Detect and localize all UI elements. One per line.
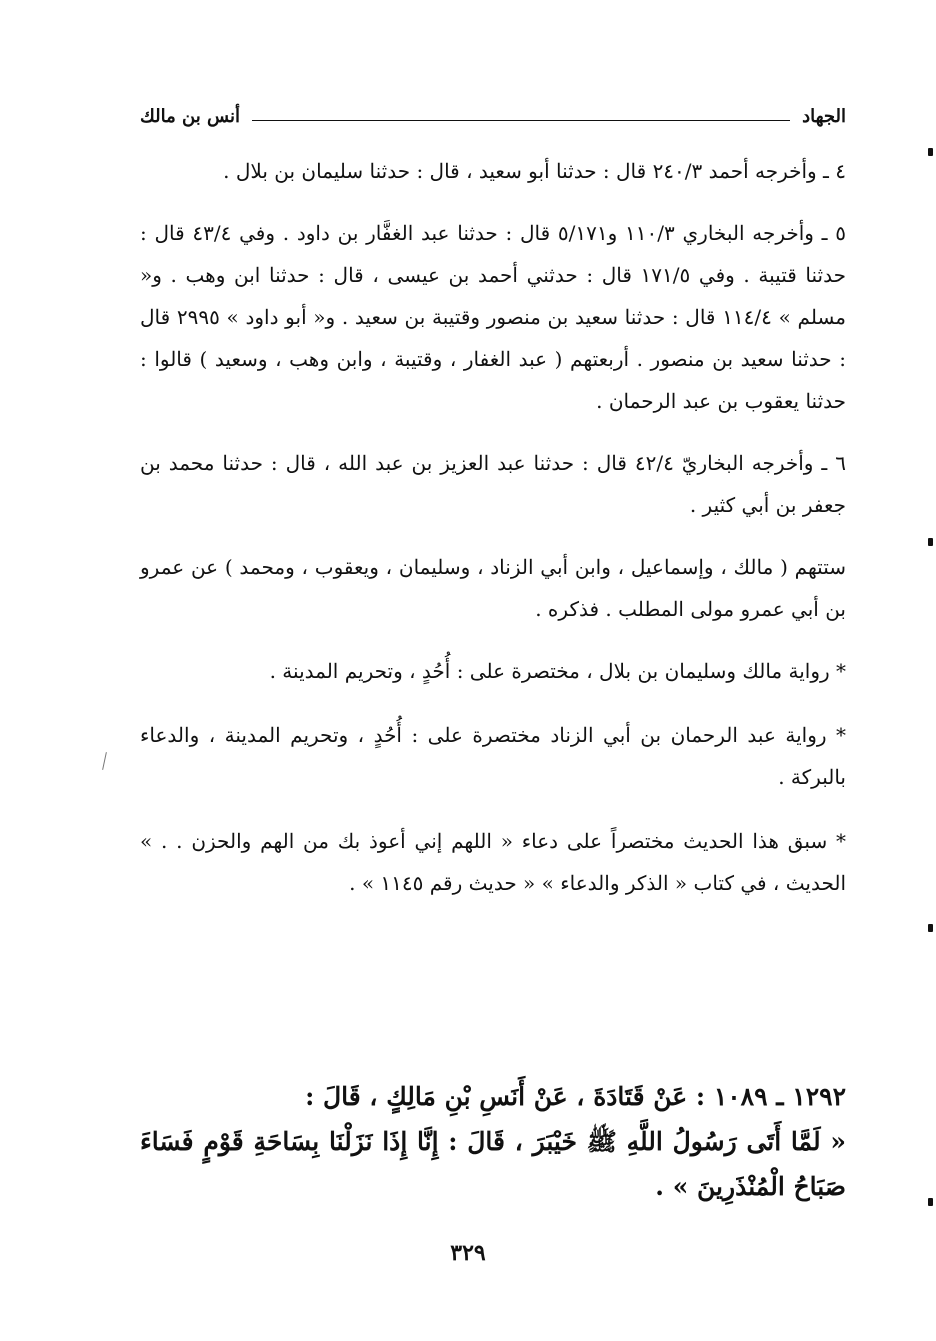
hadith-matn: « لَمَّا أَتَى رَسُولُ اللَّهِ ﷺ خَيْبَرَ ، قَالَ : إِنَّا إِذَا نَزَلْنَا بِسَاحَةِ قَوْمٍ فَسَاءَ صَبَاحُ الْمُنْذَرِينَ » .	[140, 1127, 846, 1201]
paragraph-takhrij-4: ٤ ـ وأخرجه أحمد ٢٤٠/٣ قال : حدثنا أبو سعيد ، قال : حدثنا سليمان بن بلال .	[223, 159, 846, 183]
scan-mark	[928, 538, 933, 546]
footnotes-block	[140, 150, 846, 924]
note-abd-al-rahman: * رواية عبد الرحمان بن أبي الزناد مختصرة على : أُحُدٍ ، وتحريم المدينة ، والدعاء بالبركة .	[140, 723, 846, 789]
paragraph-summary: ستتهم ( مالك ، وإسماعيل ، وابن أبي الزناد ، وسليمان ، ويعقوب ، ومحمد ) عن عمرو بن أبي عمرو مولى المطلب . فذكره .	[140, 555, 846, 621]
note-cross-reference: * سبق هذا الحديث مختصراً على دعاء « اللهم إني أعوذ بك من الهم والحزن . . » الحديث ، في كتاب « الذكر والدعاء » « حديث رقم ١١٤٥ » .	[140, 829, 846, 895]
running-header	[140, 100, 846, 132]
note-malik-sulayman: * رواية مالك وسليمان بن بلال ، مختصرة على : أُحُدٍ ، وتحريم المدينة .	[269, 659, 846, 683]
scan-mark	[928, 924, 933, 932]
paragraph-takhrij-5: ٥ ـ وأخرجه البخاري ١١٠/٣ و٥/١٧١ قال : حدثنا عبد الغفَّار بن داود . وفي ٤٣/٤ قال : حدثنا قتيبة . وفي ١٧١/٥ قال : حدثني أحمد بن عيسى ، قال : حدثنا ابن وهب . و« مسلم » ١١٤/٤ قال : حدثنا سعيد بن منصور وقتيبة بن سعيد . و« أبو داود » ٢٩٩٥ قال : حدثنا سعيد بن منصور . أربعتهم ( عبد الغفار ، وقتيبة ، وابن وهب ، وسعيد ) قالوا : حدثنا يعقوب بن عبد الرحمان .	[140, 221, 847, 413]
header-rule	[252, 120, 790, 121]
scan-speck	[102, 752, 107, 770]
hadith-isnad: ١٢٩٢ ـ ١٠٨٩ : عَنْ قَتَادَةَ ، عَنْ أَنَسِ بْنِ مَالِكٍ ، قَالَ :	[305, 1082, 846, 1111]
scan-mark	[928, 1198, 933, 1206]
chapter-title: الجهاد	[802, 105, 846, 127]
paragraph-takhrij-6: ٦ ـ وأخرجه البخاريّ ٤٢/٤ قال : حدثنا عبد العزيز بن عبد الله ، قال : حدثنا محمد بن جعفر بن أبي كثير .	[140, 451, 846, 517]
hadith-text	[140, 1074, 846, 1209]
section-title: أنس بن مالك	[140, 105, 240, 127]
scan-mark	[928, 148, 933, 156]
page-number: ٣٢٩	[450, 1240, 486, 1266]
